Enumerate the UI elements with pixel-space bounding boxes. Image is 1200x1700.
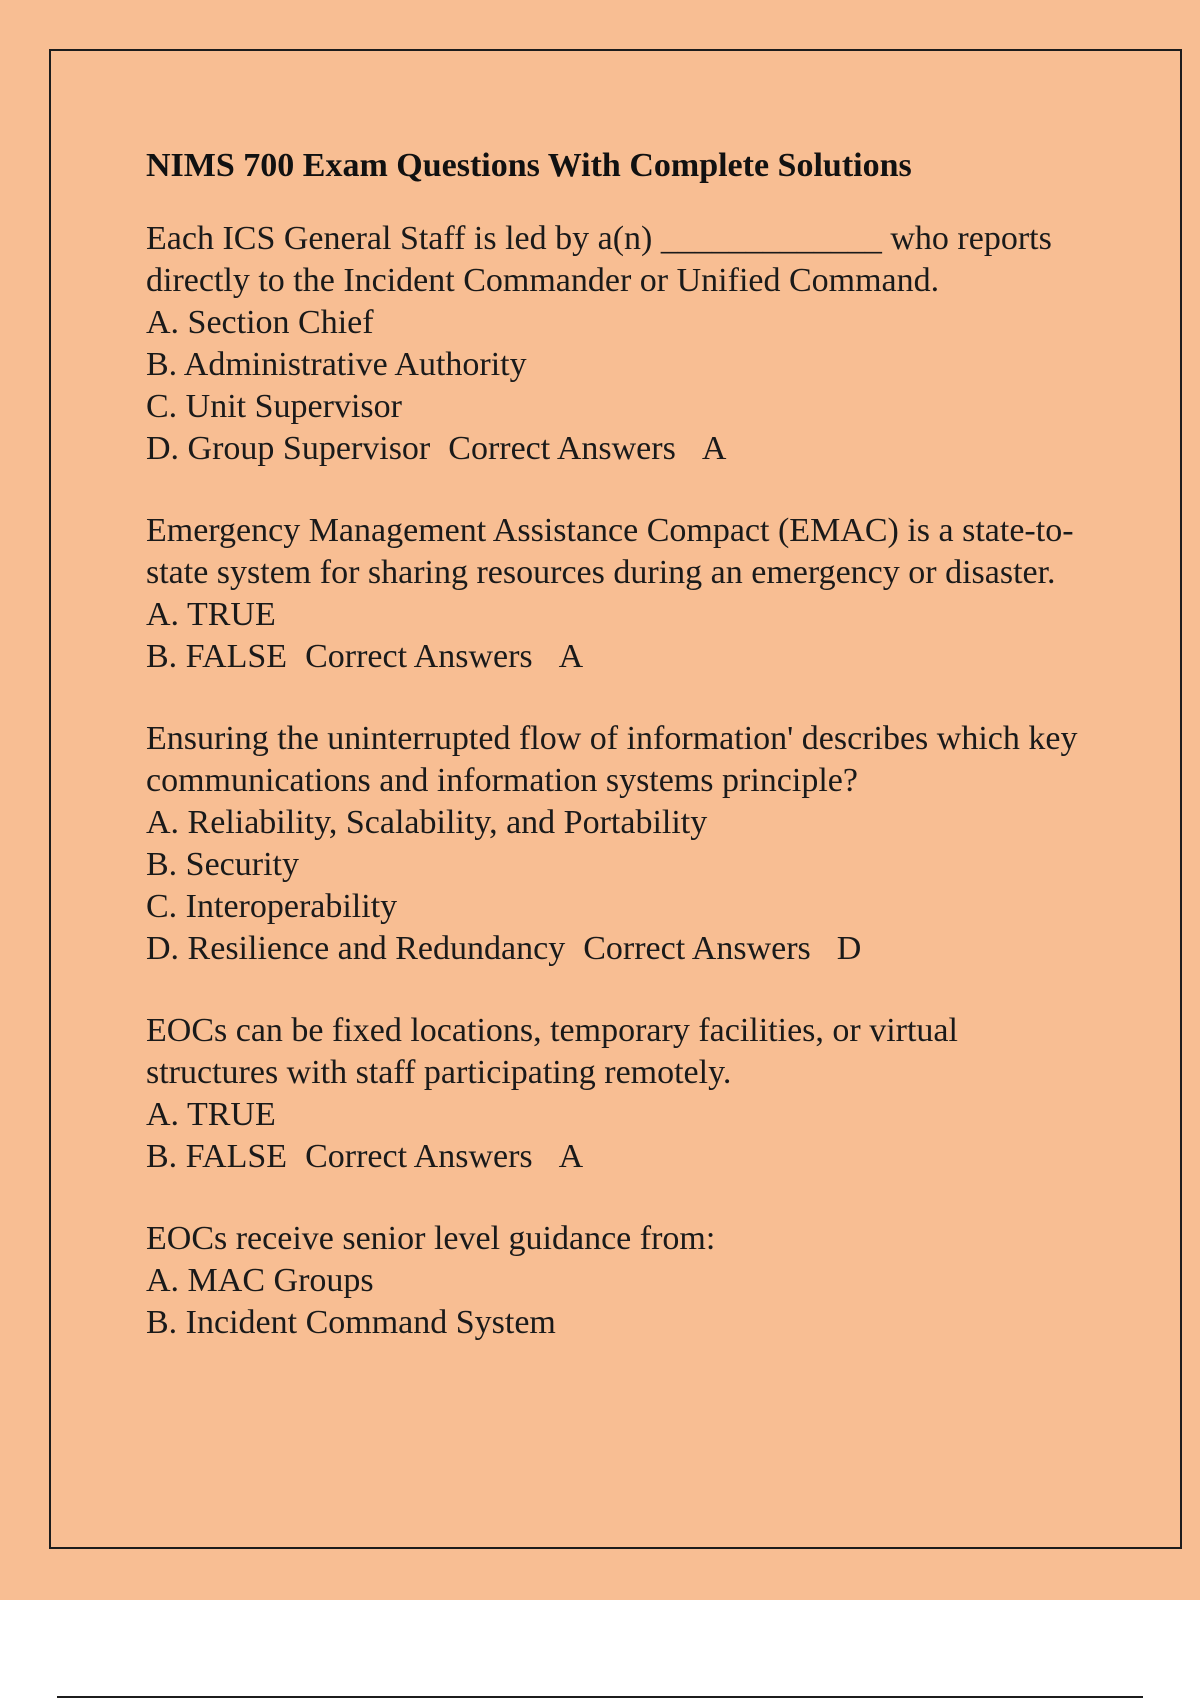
question-block (146, 1218, 1086, 1344)
answer-option: D. Group Supervisor (146, 430, 431, 467)
question-block (146, 218, 1086, 470)
answer-line (146, 428, 1086, 470)
answer-option: B. Security (146, 846, 299, 883)
question-text: Each ICS General Staff is led by a(n) _____________ who reports directly to the Incident Commander or Unified Command. (146, 220, 1052, 299)
correct-answer-letter: A (558, 1138, 584, 1175)
correct-answers-label: Correct Answers (583, 930, 811, 967)
answer-line (146, 928, 1086, 970)
question-block (146, 1010, 1086, 1178)
answer-option: A. TRUE (146, 596, 276, 633)
answer-option: B. Administrative Authority (146, 346, 527, 383)
answer-option: A. TRUE (146, 1096, 276, 1133)
correct-answers-label: Correct Answers (305, 1138, 533, 1175)
question-block (146, 510, 1086, 678)
answer-option: C. Unit Supervisor (146, 388, 402, 425)
question-text: EOCs can be fixed locations, temporary facilities, or virtual structures with staff participating remotely. (146, 1012, 958, 1091)
answer-option: B. FALSE (146, 1138, 288, 1175)
question-text: EOCs receive senior level guidance from: (146, 1220, 716, 1257)
correct-answer-letter: A (558, 638, 584, 675)
answer-option: B. FALSE (146, 638, 288, 675)
document-title: NIMS 700 Exam Questions With Complete Solutions (146, 147, 912, 184)
answer-option: D. Resilience and Redundancy (146, 930, 566, 967)
answer-option: C. Interoperability (146, 888, 398, 925)
answer-line (146, 1136, 1086, 1178)
correct-answer-letter: D (836, 930, 862, 967)
document-body (146, 140, 1086, 1384)
answer-option: B. Incident Command System (146, 1304, 556, 1341)
answer-option: A. Section Chief (146, 304, 374, 341)
question-text: Ensuring the uninterrupted flow of information' describes which key communications and information systems principle? (146, 720, 1078, 799)
correct-answers-label: Correct Answers (305, 638, 533, 675)
answer-option: A. Reliability, Scalability, and Portability (146, 804, 708, 841)
correct-answer-letter: A (701, 430, 727, 467)
correct-answers-label: Correct Answers (448, 430, 676, 467)
footer-divider (57, 1696, 1143, 1698)
question-text: Emergency Management Assistance Compact (EMAC) is a state-to-state system for sharing resources during an emergency or disaster. (146, 512, 1074, 591)
answer-option: A. MAC Groups (146, 1262, 374, 1299)
answer-line (146, 636, 1086, 678)
question-block (146, 718, 1086, 970)
